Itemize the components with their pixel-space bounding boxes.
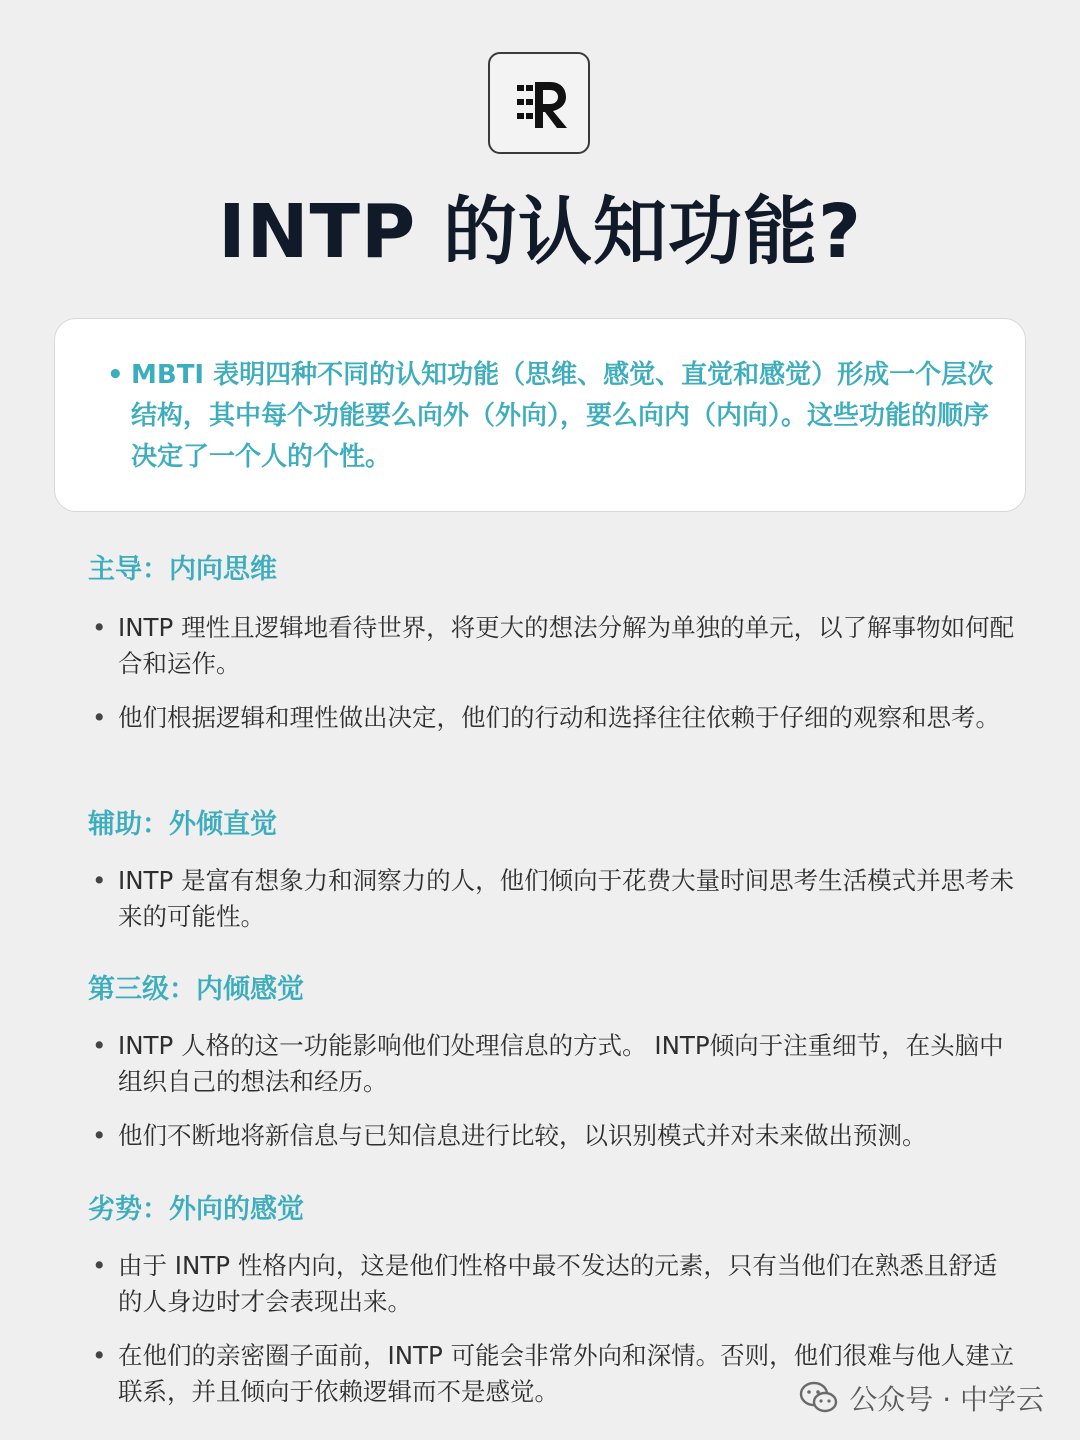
section-heading: 第三级：内倾感觉 bbox=[88, 974, 304, 1005]
page-title: INTP 的认知功能? bbox=[218, 189, 862, 275]
list-item: • INTP 理性且逻辑地看待世界，将更大的想法分解为单独的单元，以了解事物如何配合和运作。 bbox=[88, 610, 1018, 682]
watermark-text: 公众号 · 中学云 bbox=[849, 1383, 1044, 1416]
list-item: • 他们不断地将新信息与已知信息进行比较，以识别模式并对未来做出预测。 bbox=[88, 1118, 1018, 1154]
watermark bbox=[799, 1378, 1044, 1418]
bullet-list bbox=[88, 1028, 1018, 1154]
section-tertiary bbox=[88, 970, 1018, 1154]
section-inferior bbox=[88, 1190, 1018, 1410]
bullet-list bbox=[88, 863, 1018, 935]
r-logo-icon bbox=[490, 54, 588, 152]
list-item: • INTP 是富有想象力和洞察力的人，他们倾向于花费大量时间思考生活模式并思考未来的可能性。 bbox=[88, 863, 1018, 935]
wechat-icon bbox=[799, 1381, 839, 1415]
section-dominant bbox=[88, 550, 1018, 736]
section-heading: 劣势：外向的感觉 bbox=[88, 1194, 304, 1225]
list-item: • 由于 INTP 性格内向，这是他们性格中最不发达的元素，只有当他们在熟悉且舒适的人身边时才会表现出来。 bbox=[88, 1248, 1018, 1320]
list-item: • 他们根据逻辑和理性做出决定，他们的行动和选择往往依赖于仔细的观察和思考。 bbox=[88, 700, 1018, 736]
section-heading: 辅助：外倾直觉 bbox=[88, 809, 277, 840]
logo bbox=[488, 52, 590, 154]
section-heading: 主导：内向思维 bbox=[88, 554, 277, 585]
list-item: • 在他们的亲密圈子面前，INTP 可能会非常外向和深情。否则，他们很难与他人建立联系，并且倾向于依赖逻辑而不是感觉。 bbox=[88, 1338, 1018, 1410]
list-item: • INTP 人格的这一功能影响他们处理信息的方式。 INTP倾向于注重细节，在头脑中组织自己的想法和经历。 bbox=[88, 1028, 1018, 1100]
bullet-list bbox=[88, 610, 1018, 736]
section-auxiliary bbox=[88, 805, 1018, 935]
intro-text: • MBTI 表明四种不同的认知功能（思维、感觉、直觉和感觉）形成一个层次结构，其中每个功能要么向外（外向），要么向内（内向）。这些功能的顺序决定了一个人的个性。 bbox=[107, 355, 995, 478]
intro-card bbox=[54, 318, 1026, 512]
